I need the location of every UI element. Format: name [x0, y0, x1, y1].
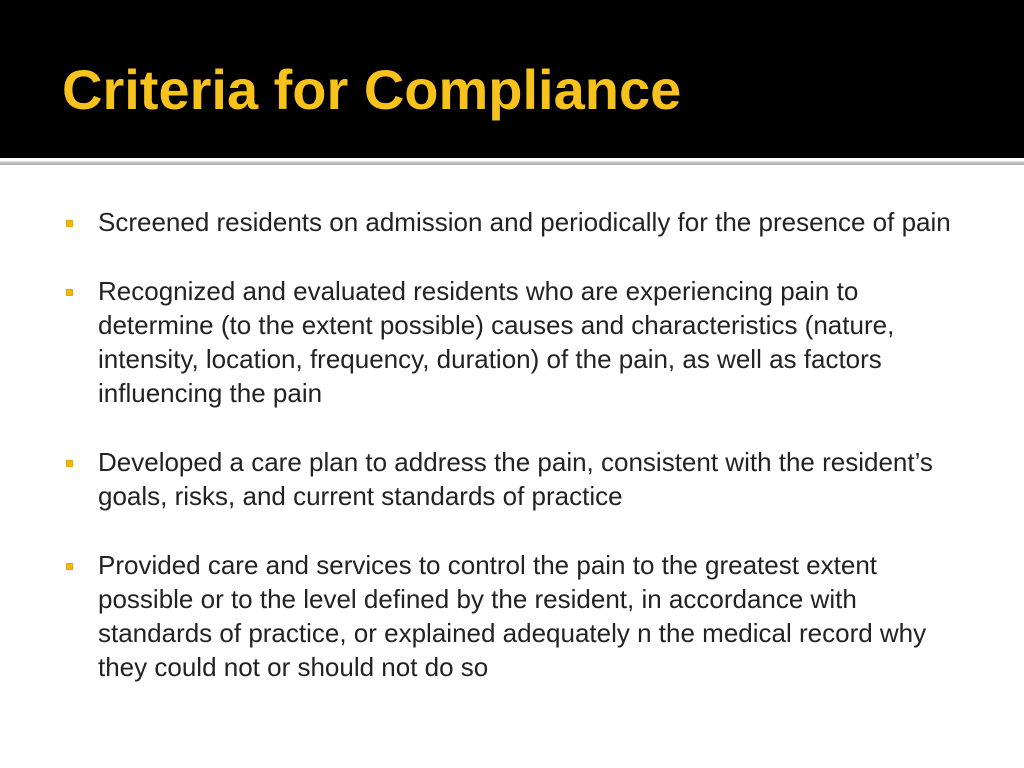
- header-divider: [0, 161, 1024, 165]
- bullet-text-line: determine (to the extent possible) causes and characteristics (nature,: [98, 310, 895, 340]
- bullet-item: [0, 274, 1024, 410]
- bullet-text-line: Developed a care plan to address the pain, consistent with the resident’s: [98, 447, 933, 477]
- title-bar: [0, 0, 1024, 158]
- square-bullet-icon: [66, 563, 73, 570]
- bullet-text-line: intensity, location, frequency, duration) of the pain, as well as factors: [98, 344, 882, 374]
- bullet-text-line: possible or to the level defined by the resident, in accordance with: [98, 584, 857, 614]
- slide-title: Criteria for Compliance: [62, 58, 682, 121]
- square-bullet-icon: [66, 220, 73, 227]
- square-bullet-icon: [66, 289, 73, 296]
- bullet-text-line: Recognized and evaluated residents who are experiencing pain to: [98, 276, 859, 306]
- bullet-item: [0, 445, 1024, 513]
- bullet-text-line: goals, risks, and current standards of practice: [98, 481, 623, 511]
- bullet-item: [0, 205, 1024, 239]
- bullet-text-line: standards of practice, or explained adequately n the medical record why: [98, 618, 927, 648]
- square-bullet-icon: [66, 460, 73, 467]
- bullet-list: [0, 205, 1024, 684]
- bullet-text-line: Provided care and services to control the pain to the greatest extent: [98, 550, 878, 580]
- bullet-item: [0, 548, 1024, 684]
- bullet-text-line: they could not or should not do so: [98, 652, 489, 682]
- bullet-text-line: influencing the pain: [98, 378, 323, 408]
- bullet-text-line: Screened residents on admission and periodically for the presence of pain: [98, 207, 951, 237]
